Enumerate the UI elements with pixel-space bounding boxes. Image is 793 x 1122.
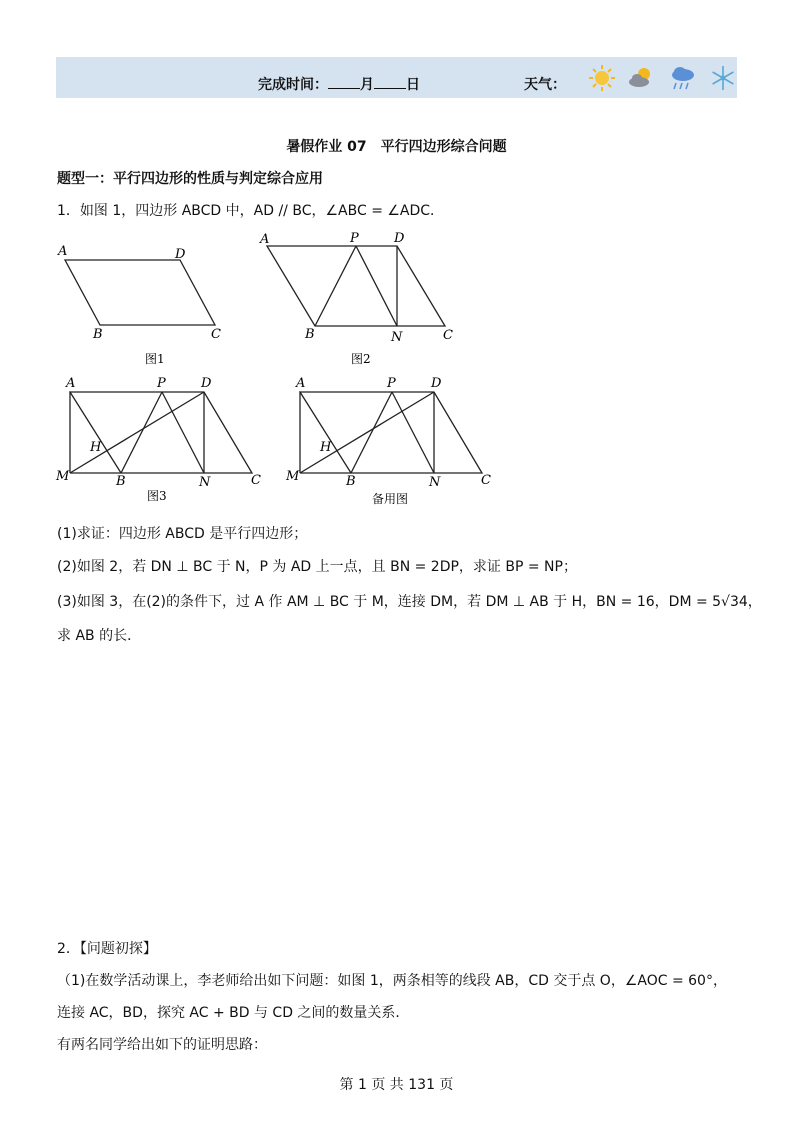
- day-label: 日: [406, 77, 420, 93]
- label-d: D: [201, 376, 212, 391]
- label-c: C: [251, 473, 261, 488]
- q1-stem: 1．如图 1，四边形 ABCD 中，AD // BC，∠ABC = ∠ADC．: [57, 203, 445, 219]
- label-n: N: [199, 475, 211, 490]
- parallelogram-abcd: [300, 392, 482, 473]
- segment-bp: [315, 246, 356, 326]
- segment-md: [300, 392, 434, 473]
- label-n: N: [429, 475, 441, 490]
- label-d: D: [431, 376, 442, 391]
- segment-bp: [351, 392, 392, 473]
- page-footer: 第 1 页 共 131 页: [339, 1077, 454, 1093]
- label-c: C: [443, 328, 453, 343]
- label-b: B: [93, 327, 103, 342]
- parallelogram-abcd: [65, 260, 215, 325]
- sun-icon: [588, 64, 616, 92]
- label-m: M: [56, 469, 70, 484]
- label-b: B: [305, 327, 315, 342]
- parallelogram-abcd: [70, 392, 252, 473]
- figure-1: [55, 240, 235, 370]
- caption-fig1: 图1: [145, 352, 165, 366]
- q2-line3: 有两名同学给出如下的证明思路：: [57, 1037, 267, 1053]
- label-p: P: [157, 376, 166, 391]
- completion-time: [258, 74, 420, 94]
- figure-2: [255, 228, 465, 370]
- section-heading: 题型一：平行四边形的性质与判定综合应用: [57, 171, 323, 187]
- snowflake-icon: [709, 64, 737, 92]
- label-h: H: [320, 440, 332, 455]
- figure-backup: [283, 372, 503, 507]
- segment-pn: [356, 246, 397, 326]
- parallelogram-abcd: [267, 246, 445, 326]
- partly-cloudy-icon: [627, 64, 655, 92]
- q1-part2: (2)如图 2，若 DN ⊥ BC 于 N，P 为 AD 上一点，且 BN = 2DP，求证 BP = NP；: [57, 559, 577, 575]
- figure-3: [53, 372, 273, 507]
- caption-fig2: 图2: [351, 352, 371, 366]
- label-p: P: [350, 231, 359, 246]
- label-m: M: [286, 469, 300, 484]
- rain-cloud-icon: [669, 64, 697, 92]
- label-c: C: [481, 473, 491, 488]
- label-b: B: [116, 474, 126, 489]
- caption-fig3: 图3: [147, 489, 167, 503]
- label-h: H: [90, 440, 102, 455]
- month-label: 月: [360, 77, 374, 93]
- segment-md: [70, 392, 204, 473]
- label-b: B: [346, 474, 356, 489]
- q1-part1: (1)求证：四边形 ABCD 是平行四边形；: [57, 526, 308, 542]
- segment-bp: [121, 392, 162, 473]
- label-n: N: [391, 330, 403, 345]
- label-d: D: [175, 247, 186, 262]
- day-blank: [374, 76, 406, 89]
- q1-part3-cont: 求 AB 的长．: [57, 628, 142, 644]
- page-title: 暑假作业 07 平行四边形综合问题: [286, 139, 507, 155]
- q2-line2: 连接 AC，BD，探究 AC + BD 与 CD 之间的数量关系．: [57, 1005, 410, 1021]
- q1-part3: (3)如图 3，在(2)的条件下，过 A 作 AM ⊥ BC 于 M，连接 DM，若 DM ⊥ AB 于 H，BN = 16，DM = 5√34，: [57, 594, 762, 610]
- q2-heading: 2．【问题初探】: [57, 941, 157, 957]
- caption-backup: 备用图: [372, 492, 409, 506]
- label-a: A: [58, 244, 68, 259]
- label-d: D: [394, 231, 405, 246]
- label-p: P: [387, 376, 396, 391]
- q2-line1: （1)在数学活动课上，李老师给出如下问题：如图 1，两条相等的线段 AB，CD 交于点 O，∠AOC = 60°，: [57, 973, 727, 989]
- label-c: C: [211, 327, 221, 342]
- month-blank: [328, 76, 360, 89]
- label-a: A: [260, 232, 270, 247]
- label-a: A: [296, 376, 306, 391]
- time-label: 完成时间：: [258, 77, 328, 93]
- weather-label: 天气：: [524, 77, 566, 93]
- label-a: A: [66, 376, 76, 391]
